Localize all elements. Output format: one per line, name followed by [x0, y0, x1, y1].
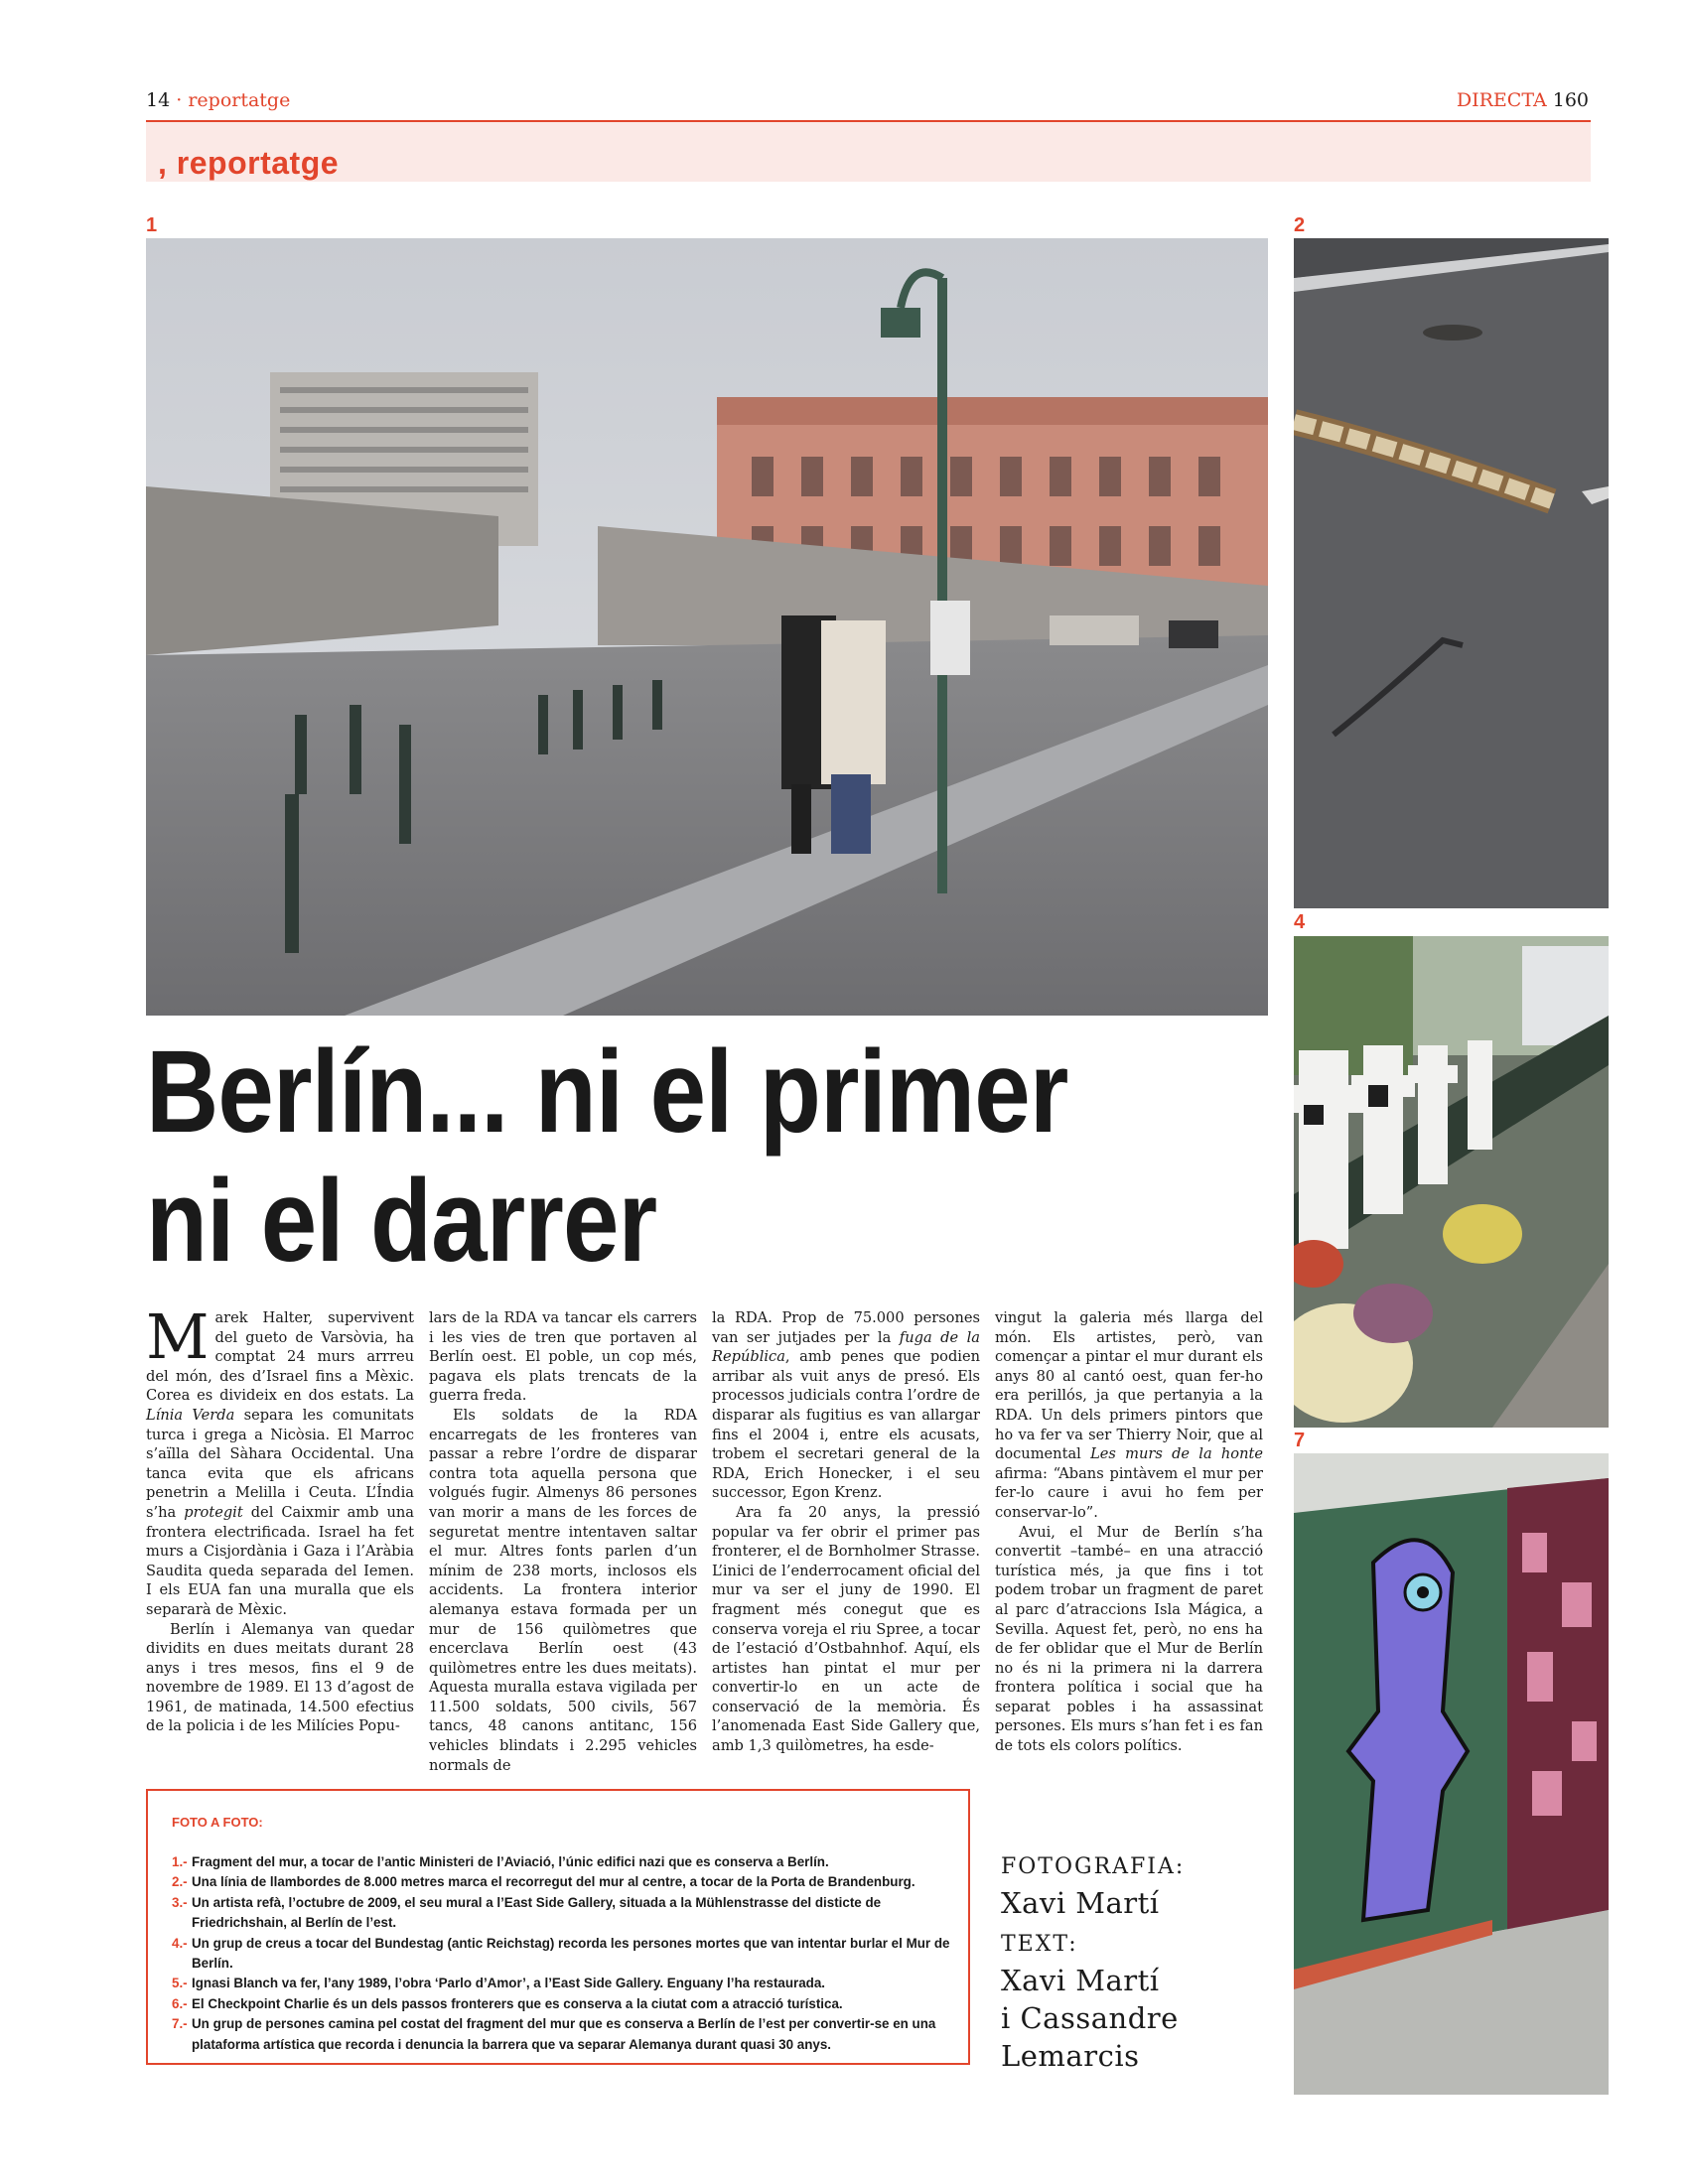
- text-credit-label: TEXT:: [1001, 1932, 1078, 1957]
- running-section: reportatge: [188, 89, 291, 111]
- caption-item: 4.- Un grup de creus a tocar del Bundestag (antic Reichstag) recorda les persones mortes que van intentar burlar el Mur de Berlín.: [172, 1935, 950, 1972]
- body-column-3: [712, 1308, 980, 1756]
- photo-crosses-bundestag: [1294, 936, 1609, 1428]
- photo-credit-name: Xavi Martí: [1001, 1886, 1160, 1920]
- caption-item: 5.- Ignasi Blanch va fer, l’any 1989, l’obra ‘Parlo d’Amor’, a l’East Side Gallery. Enguany l’ha restaurada.: [172, 1976, 826, 1991]
- photo-captions-list: [172, 1852, 956, 2055]
- paragraph: la RDA. Prop de 75.000 persones van ser jutjades per la fuga de la República, amb penes que podien arribar als vuit anys de presó. Els processos judicials contra l’ordre de disparar als fugitius es van allargar fins el 2004 i, entre els acusats, trobem el secretari general de la RDA, Erich Honecker, i el seu successor, Egon Krenz.: [712, 1309, 981, 1502]
- body-column-2: [429, 1308, 697, 1775]
- photo-east-side-gallery: [1294, 1453, 1609, 2095]
- photo-captions-title: FOTO A FOTO:: [172, 1815, 263, 1830]
- photo-number-1: 1: [146, 214, 158, 236]
- issue-number: 160: [1552, 89, 1589, 111]
- body-column-4: [995, 1308, 1263, 1756]
- paragraph: Marek Halter, supervivent del gueto de Varsòvia, ha comptat 24 murs arrreu del món, des d’Israel fins a Mèxic. Corea es divideix en dos estats. La Línia Verda separa les comunitats turca i grega a Nicòsia. El Marroc s’aïlla del Sàhara Occidental. Una tanca evita que els africans penetrin a Melilla i Ceuta. L’Índia s’ha protegit del Caixmir amb una frontera electrificada. Israel ha fet murs a Cisjordània i Gaza i l’Aràbia Saudita queda separada del Iemen. I els EUA fan una muralla que els separarà de Mèxic.: [146, 1300, 414, 1618]
- section-band: [146, 122, 1591, 182]
- photo-number-4: 4: [1294, 911, 1306, 933]
- body-column-1: [146, 1300, 414, 1736]
- photo-number-2: 2: [1294, 214, 1306, 236]
- photo-number-7: 7: [1294, 1430, 1306, 1451]
- section-label: , reportatge: [158, 145, 340, 181]
- caption-item: 1.- Fragment del mur, a tocar de l’antic Ministeri de l’Aviació, l’únic edifici nazi que es conserva a Berlín.: [172, 1854, 829, 1869]
- photo-berlin-wall-street: [146, 238, 1268, 1016]
- credits: [1001, 1844, 1190, 2075]
- text-credit-name-1: Xavi Martí: [1001, 1964, 1160, 1997]
- running-header-right: [1457, 89, 1589, 111]
- text-credit-name-3: Lemarcis: [1001, 2039, 1140, 2073]
- paragraph: Berlín i Alemanya van quedar dividits en dues meitats durant 28 anys i tres mesos, fins el 9 de novembre de 1989. El 13 d’agost de 1961, de matinada, 14.500 efectius de la policia i de les Milícies Popu-: [146, 1620, 414, 1735]
- paragraph: vingut la galeria més llarga del món. Els artistes, però, van començar a pintar el mur durant els anys 80 al cantó oest, quan fer-ho era perillós, ja que pertanyia a la RDA. Un dels primers pintors que ho va fer va ser Thierry Noir, que al documental Les murs de la honte afirma: “Abans pintàvem el mur per fer-lo caure i avui ho fem per conservar-lo”.: [995, 1309, 1263, 1521]
- dropcap: M: [146, 1300, 210, 1373]
- photo-cobblestone-line: [1294, 238, 1609, 908]
- caption-item: 3.- Un artista refà, l’octubre de 2009, el seu mural a l’East Side Gallery, situada a la Mühlenstrasse del disticte de Friedrichshain, al Berlín de l’est.: [172, 1894, 882, 1931]
- paragraph: Avui, el Mur de Berlín s’ha convertit –també– en una atracció turística més, ja que fins i tot podem trobar un fragment de paret al parc d’atraccions Isla Mágica, a Sevilla. Aquest fet, però, no ens ha de fer oblidar que el Mur de Berlín no és ni la primera ni la darrera frontera política i social que ha separat pobles i ha assassinat persones. Els murs s’han fet i es fan de tots els colors polítics.: [995, 1523, 1263, 1755]
- paragraph: lars de la RDA va tancar els carrers i les vies de tren que portaven al Berlín oest. El poble, un cop més, pagava els plats trencats de la guerra freda.: [429, 1309, 697, 1405]
- text-credit-name-2: i Cassandre: [1001, 2001, 1179, 2035]
- caption-item: 7.- Un grup de persones camina pel costat del fragment del mur que es conserva a Berlín de l’est per convertir-se en una plataforma artística que recorda i denuncia la barrera que va separar Alemanya durant quasi 30 anys.: [172, 2016, 936, 2052]
- page-number: 14: [146, 89, 171, 111]
- headline-line-2: ni el darrer: [146, 1156, 657, 1287]
- headline: [146, 1027, 1102, 1286]
- photo-credit-label: FOTOGRAFIA:: [1001, 1854, 1186, 1879]
- caption-item: 2.- Una línia de llambordes de 8.000 metres marca el recorregut del mur al centre, a tocar de la Porta de Brandenburg.: [172, 1874, 915, 1890]
- brand-name: DIRECTA: [1456, 89, 1547, 111]
- paragraph: Ara fa 20 anys, la pressió popular va fer obrir el primer pas fronterer, el de Bornholmer Strasse. L’inici de l’enderrocament oficial del mur va ser el juny de 1990. El fragment més conegut que es conserva voreja el riu Spree, a tocar de l’estació d’Ostbahnhof. Aquí, els artistes han pintat el mur per convertir-lo en un acte de conservació de la memòria. És l’anomenada East Side Gallery que, amb 1,3 quilòmetres, ha esde-: [712, 1503, 980, 1755]
- running-header-left: 14 · reportatge: [146, 89, 291, 111]
- caption-item: 6.- El Checkpoint Charlie és un dels passos fronterers que es conserva a la ciutat com a atracció turística.: [172, 1995, 843, 2011]
- paragraph: Els soldats de la RDA encarregats de les fronteres van passar a rebre l’ordre de disparar contra tota aquella persona que volgués fugir. Almenys 86 persones van morir a mans de les forces de seguretat mentre intentaven saltar el mur. Altres fonts parlen d’un mínim de 238 morts, inclosos els accidents. La frontera interior alemanya estava formada per un mur de 156 quilòmetres que encerclava Berlín oest (43 quilòmetres entre les dues meitats). Aquesta muralla estava vigilada per 11.500 soldats, 500 civils, 567 tancs, 48 canons antitanc, 156 vehicles blindats i 2.295 vehicles normals de: [429, 1406, 697, 1774]
- headline-line-1: Berlín... ni el primer: [146, 1026, 1068, 1158]
